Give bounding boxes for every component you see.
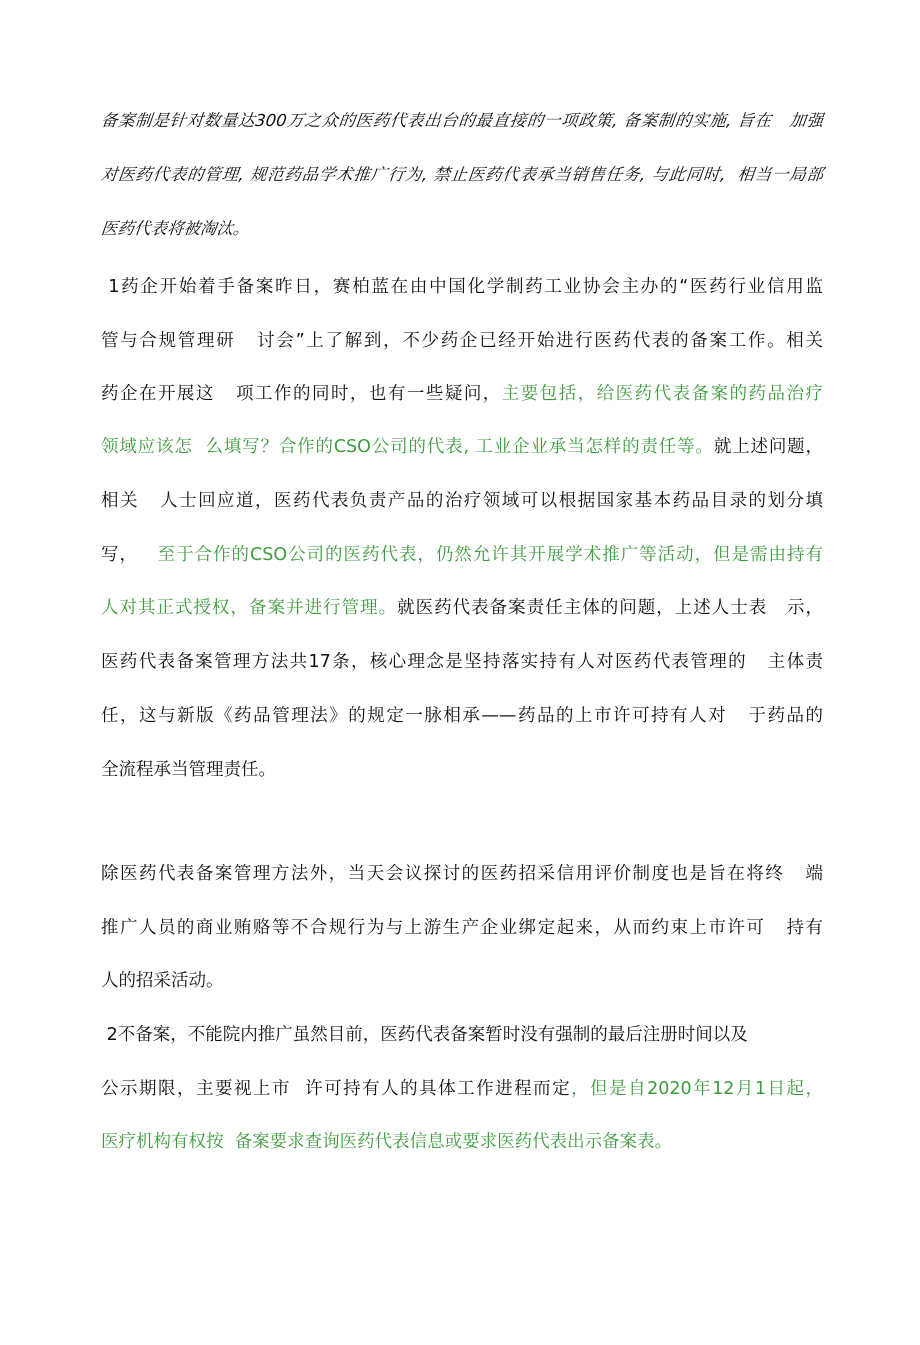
highlighted-text: 领域应该怎 么填写？合作的CSO公司的代表, 工业企业承当怎样的责任等。 [101, 437, 714, 457]
text-line [101, 489, 823, 513]
body-text: 医药代表备案管理方法共17条，核心理念是坚持落实持有人对医药代表管理的 主体责 [101, 652, 823, 672]
body-text: 备案制是针对数量达300万之众的医药代表出台的最直接的一项政策, 备案制的实施, 旨在 加强 [100, 111, 825, 130]
body-text: 就上述问题， [713, 437, 823, 457]
body-text: 药企在开展这 项工作的同时，也有一些疑问， [101, 384, 502, 404]
text-line [100, 217, 825, 241]
text-line [101, 1130, 823, 1154]
body-text: 医药代表将被淘汰。 [100, 219, 251, 238]
highlighted-text: 主要包括，给医药代表备案的药品治疗 [501, 384, 823, 404]
highlighted-text: 医疗机构有权按 备案要求查询医药代表信息或要求医药代表出示备案表。 [101, 1132, 673, 1152]
text-line [101, 435, 823, 459]
text-line [101, 1077, 823, 1101]
body-text: 2不备案，不能院内推广虽然目前，医药代表备案暂时没有强制的最后注册时间以及 [101, 1025, 748, 1045]
text-line [101, 275, 823, 299]
body-text: 写， [101, 545, 158, 565]
text-line [101, 862, 823, 886]
text-line [101, 969, 823, 993]
body-text: 对医药代表的管理, 规范药品学术推广行为, 禁止医药代表承当销售任务, 与此同时, 相当一局部 [100, 165, 825, 184]
text-line [101, 704, 823, 728]
text-line [100, 163, 825, 187]
text-line [101, 329, 823, 353]
body-text: 管与合规管理研 讨会”上了解到，不少药企已经开始进行医药代表的备案工作。相关 [101, 331, 823, 351]
body-text: 相关 人士回应道，医药代表负责产品的治疗领域可以根据国家基本药品目录的划分填 [101, 491, 823, 511]
text-line [101, 596, 823, 620]
highlighted-text: 人对其正式授权，备案并进行管理。 [101, 598, 398, 618]
body-text: 除医药代表备案管理方法外，当天会议探讨的医药招采信用评价制度也是旨在将终 端 [101, 864, 823, 884]
body-text: 就医药代表备案责任主体的问题，上述人士表 示， [397, 598, 823, 618]
body-text: 任，这与新版《药品管理法》的规定一脉相承——药品的上市许可持有人对 于药品的 [101, 706, 823, 726]
body-text: 全流程承当管理责任。 [101, 760, 276, 780]
text-line [101, 650, 823, 674]
body-text: 公示期限，主要视上市 许可持有人的具体工作进程而定 [101, 1079, 572, 1099]
text-line [101, 758, 823, 782]
body-text: 推广人员的商业贿赂等不合规行为与上游生产企业绑定起来，从而约束上市许可 持有 [101, 918, 823, 938]
text-line [101, 543, 823, 567]
text-line [101, 382, 823, 406]
body-text: 1药企开始着手备案昨日，赛柏蓝在由中国化学制药工业协会主办的“医药行业信用监 [101, 277, 823, 297]
text-line [101, 1023, 823, 1047]
highlighted-text: 至于合作的CSO公司的医药代表，仍然允许其开展学术推广等活动，但是需由持有 [157, 545, 823, 565]
body-text: 人的招采活动。 [101, 971, 224, 991]
text-line [100, 109, 825, 133]
text-line [101, 916, 823, 940]
highlighted-text: ，但是自2020年12月1日起， [571, 1079, 823, 1099]
